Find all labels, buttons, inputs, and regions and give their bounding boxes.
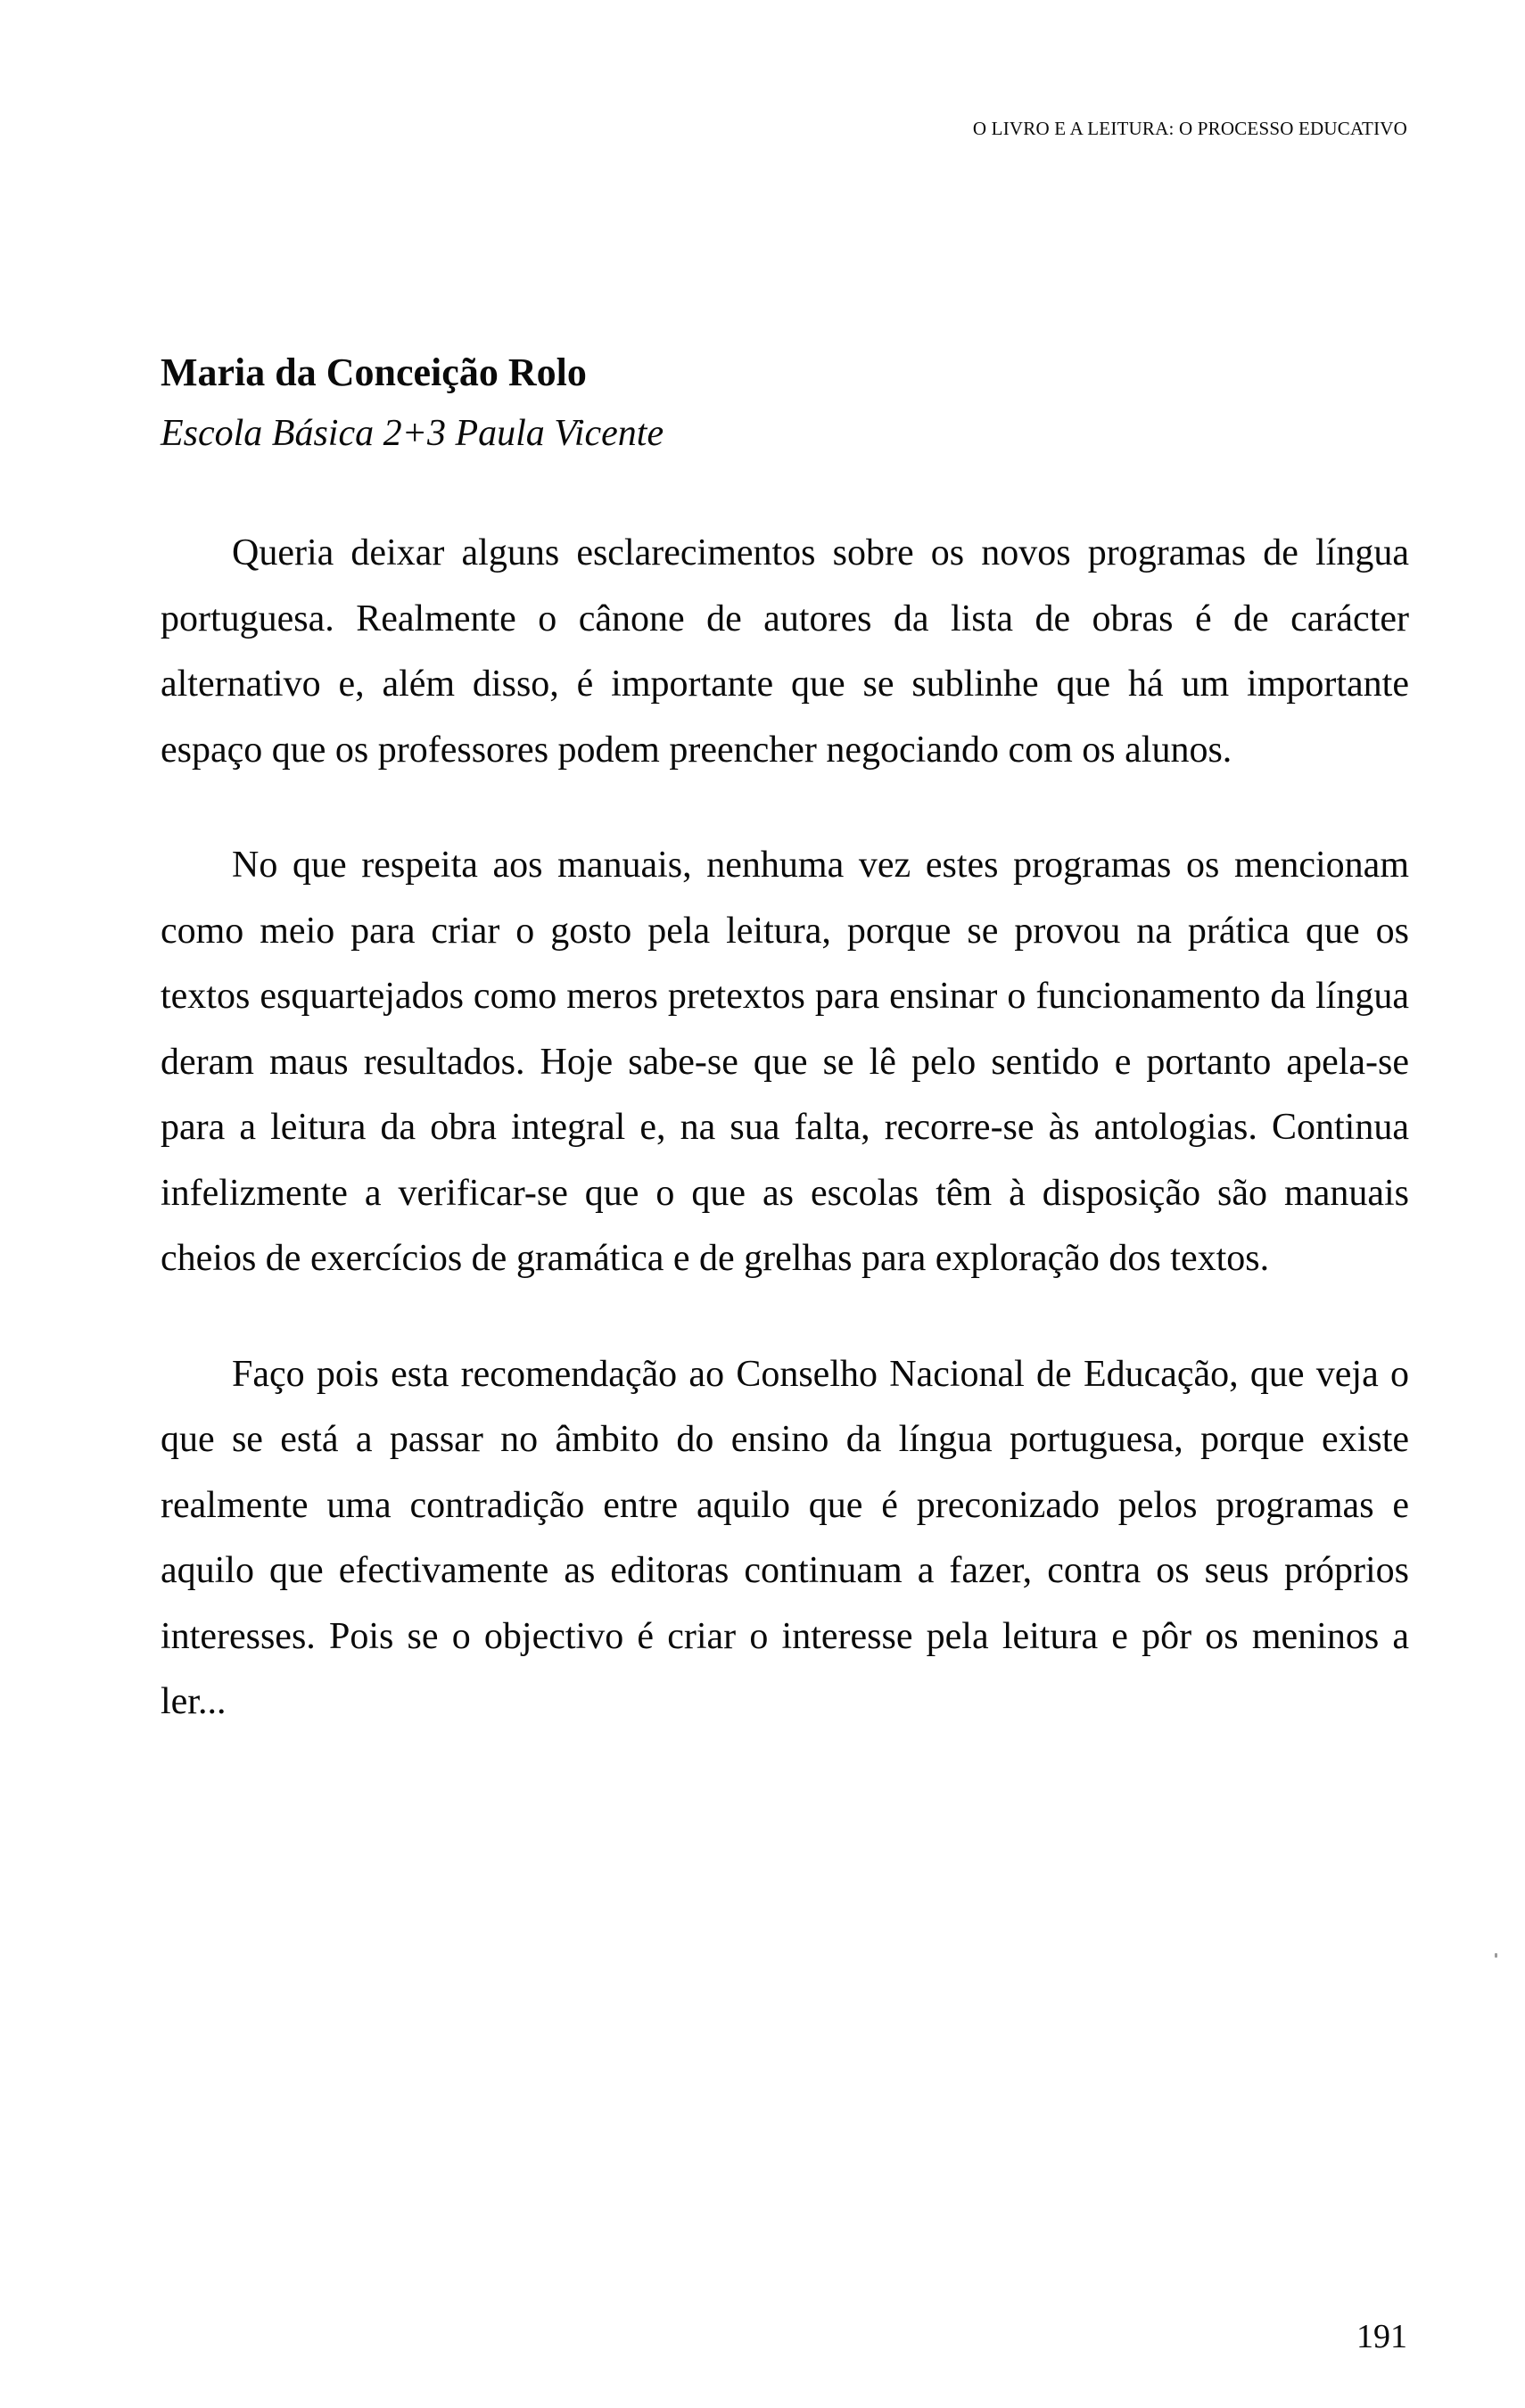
- author-block: [161, 346, 1409, 460]
- scan-artifact: [1495, 1953, 1497, 1958]
- paragraph-1: Queria deixar alguns esclarecimentos sobre os novos programas de língua portuguesa. Realmente o cânone de autores da lista de obras é de carácter alternativo e, além disso, é importante que se sublinhe que há um importante espaço que os professores podem preencher negociando com os alunos.: [161, 532, 1409, 771]
- body-text: [161, 521, 1409, 1785]
- paragraph-2: No que respeita aos manuais, nenhuma vez estes programas os mencionam como meio para criar o gosto pela leitura, porque se provou na prática que os textos esquartejados como meros pretextos para ensinar o funcionamento da língua deram maus resultados. Hoje sabe-se que se lê pelo sentido e portanto apela-se para a leitura da obra integral e, na sua falta, recorre-se às antologias. Continua infelizmente a verificar-se que o que as escolas têm à disposição são manuais cheios de exercícios de gramática e de grelhas para exploração dos textos.: [161, 845, 1409, 1279]
- running-header: O LIVRO E A LEITURA: O PROCESSO EDUCATIVO: [972, 118, 1407, 139]
- author-name: Maria da Conceição Rolo: [161, 350, 587, 394]
- paragraph-3: Faço pois esta recomendação ao Conselho Nacional de Educação, que veja o que se está a passar no âmbito do ensino da língua portuguesa, porque existe realmente uma contradição entre aquilo que é preconizado pelos programas e aquilo que efectivamente as editoras continuam a fazer, contra os seus próprios interesses. Pois se o objectivo é criar o interesse pela leitura e pôr os meninos a ler...: [161, 1353, 1409, 1722]
- page-number: 191: [1356, 2318, 1407, 2355]
- author-affiliation: Escola Básica 2+3 Paula Vicente: [161, 413, 664, 454]
